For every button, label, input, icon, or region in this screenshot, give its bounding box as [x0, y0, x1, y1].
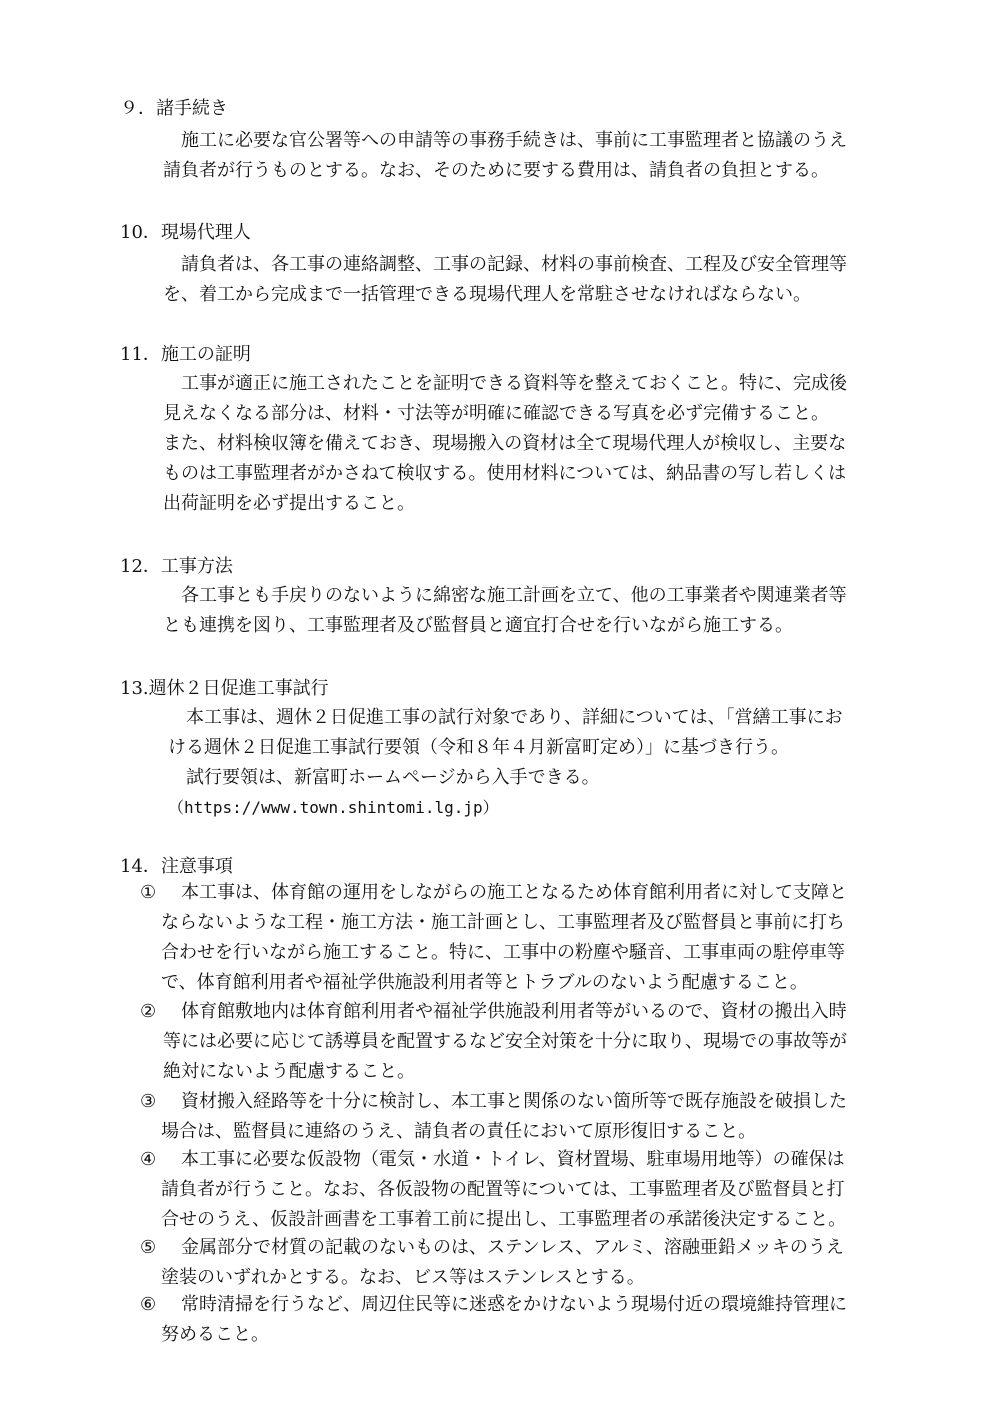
section-heading: 13.週休２日促進工事試行 — [120, 678, 329, 699]
text-line: 等には必要に応じて誘導員を配置するなど安全対策を十分に取り、現場での事故等が — [163, 1031, 847, 1052]
section-heading: 10．現場代理人 — [120, 222, 251, 243]
text-line: 見えなくなる部分は、材料・寸法等が明確に確認できる写真を必ず完備すること。 — [163, 403, 829, 424]
text-line: 本工事は、体育館の運用をしながらの施工となるため体育館利用者に対して支障と — [181, 882, 847, 903]
section-heading: 11．施工の証明 — [120, 344, 251, 365]
section-heading: ９．諸手続き — [120, 98, 228, 119]
text-line: 本工事に必要な仮設物（電気・水道・トイレ、資材置場、駐車場用地等）の確保は — [181, 1149, 845, 1170]
item-text — [161, 878, 847, 998]
text-line: 資材搬入経路等を十分に検討し、本工事と関係のない箇所等で既存施設を破損した — [181, 1091, 847, 1112]
text-line: 合わせを行いながら施工すること。特に、工事中の粉塵や騒音、工事車両の駐停車等 — [161, 942, 845, 963]
item-number: ① — [140, 882, 157, 903]
item-text — [161, 1290, 847, 1350]
item-text — [161, 1233, 844, 1293]
website-url: （https://www.town.shintomi.lg.jp） — [168, 798, 499, 817]
item-text — [163, 997, 847, 1087]
text-line: ならないような工程・施工方法・施工計画とし、工事監理者及び監督員と事前に打ち — [161, 912, 845, 933]
text-line: を、着工から完成まで一括管理できる現場代理人を常駐させなければならない。 — [163, 284, 811, 305]
item-number: ⑥ — [140, 1294, 157, 1315]
text-line: 本工事は、週休２日促進工事の試行対象であり、詳細については、「営繕工事にお — [168, 707, 843, 728]
text-line: ける週休２日促進工事試行要領（令和８年４月新富町定め）」に基づき行う。 — [168, 737, 789, 758]
section-body — [168, 703, 843, 823]
text-line: 施工に必要な官公署等への申請等の事務手続きは、事前に工事監理者と協議のうえ — [163, 130, 847, 151]
item-number: ⑤ — [140, 1237, 157, 1258]
text-line: 常時清掃を行うなど、周辺住民等に迷惑をかけないよう現場付近の環境維持管理に — [181, 1294, 847, 1315]
section-heading: 12．工事方法 — [120, 556, 233, 577]
section-body — [163, 581, 847, 641]
text-line: ものは工事監理者がかさねて検収する。使用材料については、納品書の写し若しくは — [163, 463, 847, 484]
text-line: 塗装のいずれかとする。なお、ビス等はステンレスとする。 — [161, 1267, 645, 1288]
text-line: とも連携を図り、工事監理者及び監督員と適宜打合せを行いながら施工する。 — [163, 615, 793, 636]
text-line: 合せのうえ、仮設計画書を工事着工前に提出し、工事監理者の承諾後決定すること。 — [161, 1209, 847, 1230]
text-line: 工事が適正に施工されたことを証明できる資料等を整えておくこと。特に、完成後 — [163, 373, 847, 394]
section-body — [163, 369, 847, 519]
text-line: 体育館敷地内は体育館利用者や福祉学供施設利用者等がいるので、資材の搬出入時 — [181, 1001, 847, 1022]
text-line: 請負者が行うこと。なお、各仮設物の配置等については、工事監理者及び監督員と打 — [161, 1179, 845, 1200]
text-line: 絶対にないよう配慮すること。 — [163, 1061, 415, 1082]
item-number: ② — [140, 1001, 157, 1022]
text-line: 場合は、監督員に連絡のうえ、請負者の責任において原形復旧すること。 — [161, 1121, 757, 1142]
text-line: 請負者が行うものとする。なお、そのために要する費用は、請負者の負担とする。 — [163, 160, 829, 181]
item-text — [161, 1087, 847, 1147]
item-number: ④ — [140, 1149, 157, 1170]
section-heading: 14．注意事項 — [120, 856, 233, 877]
section-body — [163, 126, 847, 186]
text-line: また、材料検収簿を備えておき、現場搬入の資材は全て現場代理人が検収し、主要な — [163, 433, 847, 454]
text-line: 努めること。 — [161, 1324, 269, 1345]
item-number: ③ — [140, 1091, 157, 1112]
text-line: 各工事とも手戻りのないように綿密な施工計画を立て、他の工事業者や関連業者等 — [163, 585, 847, 606]
text-line: 金属部分で材質の記載のないものは、ステンレス、アルミ、溶融亜鉛メッキのうえ — [181, 1237, 844, 1258]
section-body — [163, 250, 847, 310]
text-line: 出荷証明を必ず提出すること。 — [163, 493, 415, 514]
item-text — [161, 1145, 847, 1235]
text-line: 請負者は、各工事の連絡調整、工事の記録、材料の事前検査、工程及び安全管理等 — [163, 254, 847, 275]
text-line: で、体育館利用者や福祉学供施設利用者等とトラブルのないよう配慮すること。 — [161, 972, 808, 993]
text-line: 試行要領は、新富町ホームページから入手できる。 — [168, 767, 600, 788]
